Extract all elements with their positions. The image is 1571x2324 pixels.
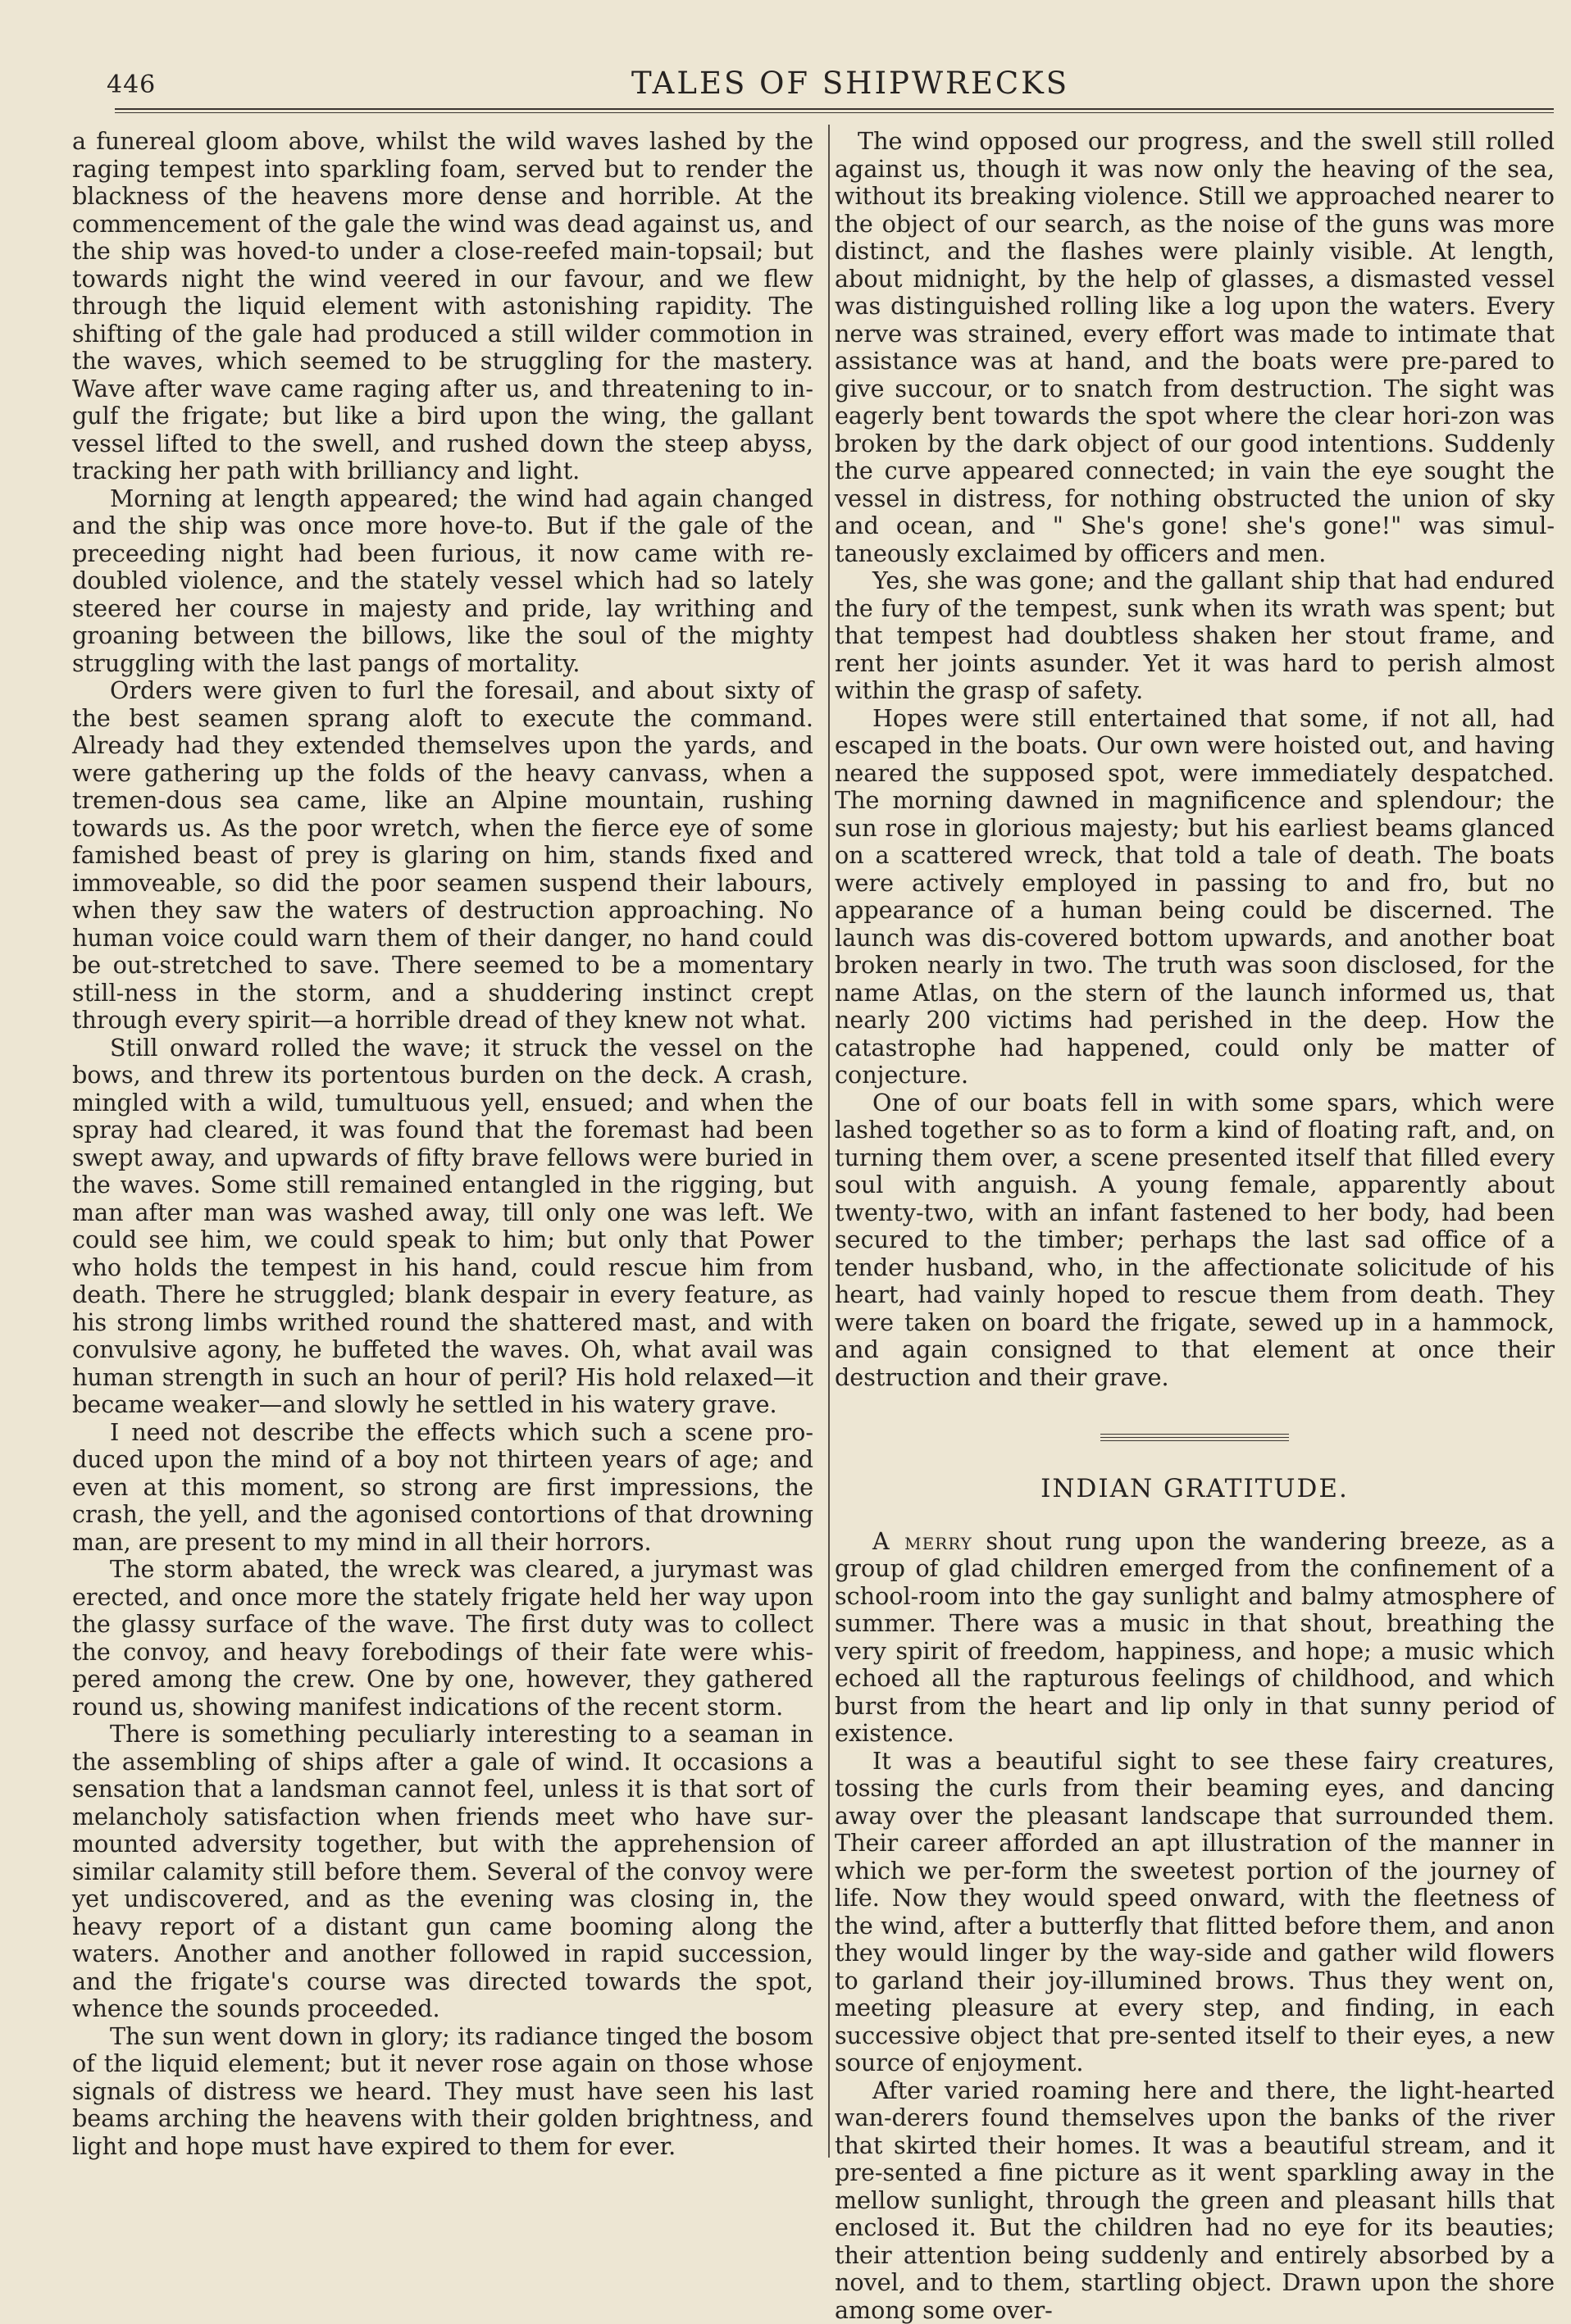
paragraph: The storm abated, the wreck was cleared, a jurymast was erected, and once more the stately frigate held her way upon the glassy surface of the wave. The first duty was to collect the convoy, and heavy forebodings of their fate were whis-pered among the crew. One by one, however, they gathered round us, showing manifest indications of the recent storm.: [72, 1556, 813, 1721]
section-heading: INDIAN GRATITUDE.: [835, 1476, 1555, 1503]
paragraph: There is something peculiarly interesting to a seaman in the assembling of ships after a gale of wind. It occasions a sensation that a landsman cannot feel, unless it is that sort of melancholy satisfaction when friends meet who have sur-mounted adversity together, but with the apprehension of similar calamity still before them. Several of the convoy were yet undiscovered, and as the evening was closing in, the heavy report of a distant gun came booming along the waters. Another and another followed in rapid succession, and the frigate's course was directed towards the spot, whence the sounds proceeded.: [72, 1721, 813, 2023]
running-head: [107, 56, 1550, 105]
paragraph-text: shout rung upon the wandering breeze, as a group of glad children emerged from the confinement of a school-room into the gay sunlight and balmy atmosphere of summer. There was a music in that shout, breathing the very spirit of freedom, happiness, and hope; a music which echoed all the rapturous feelings of childhood, and which burst from the heart and lip only in that sunny period of existence.: [835, 1527, 1555, 1748]
header-rule: [115, 108, 1554, 110]
paragraph: The sun went down in glory; its radiance tinged the bosom of the liquid element; but it never rose again on those whose signals of distress we heard. They must have seen his last beams arching the heavens with their golden brightness, and light and hope must have expired to them for ever.: [72, 2023, 813, 2161]
paragraph: Hopes were still entertained that some, if not all, had escaped in the boats. Our own were hoisted out, and having neared the supposed spot, were immediately despatched. The morning dawned in magnificence and splendour; the sun rose in glorious majesty; but his earliest beams glanced on a scattered wreck, that told a tale of death. The boats were actively employed in passing to and fro, but no appearance of a human being could be discerned. The launch was dis-covered bottom upwards, and another boat broken nearly in two. The truth was soon disclosed, for the name Atlas, on the stern of the launch informed us, that nearly 200 victims had perished in the deep. How the catastrophe had happened, could only be matter of conjecture.: [835, 705, 1555, 1089]
section-divider: [1100, 1434, 1289, 1441]
paragraph: One of our boats fell in with some spars, which were lashed together so as to form a kind of floating raft, and, on turning them over, a scene presented itself that filled every soul with anguish. A young female, apparently about twenty-two, with an infant fastened to her body, had been secured to the timber; perhaps the last sad office of a tender husband, who, in the affectionate solicitude of his heart, had vainly hoped to rescue them from death. They were taken on board the frigate, sewed up in a hammock, and again consigned to that element at once their destruction and their grave.: [835, 1089, 1555, 1392]
paragraph: Orders were given to furl the foresail, and about sixty of the best seamen sprang aloft to execute the command. Already had they extended themselves upon the yards, and were gathering up the folds of the heavy canvass, when a tremen-dous sea came, like an Alpine mountain, rushing towards us. As the poor wretch, when the fierce eye of some famished beast of prey is glaring on him, stands fixed and immoveable, so did the poor seamen suspend their labours, when they saw the waters of destruction approaching. No human voice could warn them of their danger, no hand could be out-stretched to save. There seemed to be a momentary still-ness in the storm, and a shuddering instinct crept through every spirit—a horrible dread of they knew not what.: [72, 677, 813, 1035]
paragraph: Yes, she was gone; and the gallant ship that had endured the fury of the tempest, sunk when its wrath was spent; but that tempest had doubtless shaken her stout frame, and rent her joints asunder. Yet it was hard to perish almost within the grasp of safety.: [835, 567, 1555, 705]
column-divider: [828, 125, 830, 2158]
paragraph: It was a beautiful sight to see these fairy creatures, tossing the curls from their beaming eyes, and dancing away over the pleasant landscape that surrounded them. Their career afforded an apt illustration of the manner in which we per-form the sweetest portion of the journey of life. Now they would speed onward, with the fleetness of the wind, after a butterfly that flitted before them, and anon they would linger by the way-side and gather wild flowers to garland their joy-illumined brows. Thus they went on, meeting pleasure at every step, and finding, in each successive object that pre-sented itself to their eyes, a new source of enjoyment.: [835, 1748, 1555, 2077]
header-rule-thin: [115, 112, 1554, 113]
right-column: [835, 128, 1555, 2324]
paragraph: After varied roaming here and there, the light-hearted wan-derers found themselves upon the banks of the river that skirted their homes. It was a beautiful stream, and it pre-sented a fine picture as it went sparkling away in the mellow sunlight, through the green and pleasant hills that enclosed it. But the children had no eye for its beauties; their attention being suddenly and entirely absorbed by a novel, and to them, startling object. Drawn upon the shore among some over-: [835, 2077, 1555, 2324]
paragraph: Still onward rolled the wave; it struck the vessel on the bows, and threw its portentous burden on the deck. A crash, mingled with a wild, tumultuous yell, ensued; and when the spray had cleared, it was found that the foremast had been swept away, and upwards of fifty brave fellows were buried in the waves. Some still remained entangled in the rigging, but man after man was washed away, till only one was left. We could see him, we could speak to him; but only that Power who holds the tempest in his hand, could rescue him from death. There he struggled; blank despair in every feature, as his strong limbs writhed round the shattered mast, and with convulsive agony, he buffeted the waves. Oh, what avail was human strength in such an hour of peril? His hold relaxed—it became weaker—and slowly he settled in his watery grave.: [72, 1035, 813, 1419]
paragraph: Morning at length appeared; the wind had again changed and the ship was once more hove-to. But if the gale of the preceeding night had been furious, it now came with re-doubled violence, and the stately vessel which had so lately steered her course in majesty and pride, lay writhing and groaning between the billows, like the soul of the mighty struggling with the last pangs of mortality.: [72, 485, 813, 678]
paragraph: The wind opposed our progress, and the swell still rolled against us, though it was now only the heaving of the sea, without its breaking violence. Still we approached nearer to the object of our search, as the noise of the guns was more distinct, and the flashes were plainly visible. At length, about midnight, by the help of glasses, a dismasted vessel was distinguished rolling like a log upon the waters. Every nerve was strained, every effort was made to intimate that assistance was at hand, and the boats were pre-pared to give succour, or to snatch from destruction. The sight was eagerly bent towards the spot where the clear hori-zon was broken by the dark object of our good intentions. Suddenly the curve appeared connected; in vain the eye sought the vessel in distress, for nothing obstructed the union of sky and ocean, and " She's gone! she's gone!" was simul-taneously exclaimed by officers and men.: [835, 128, 1555, 567]
running-title: TALES OF SHIPWRECKS: [631, 66, 1069, 101]
paragraph: [835, 1528, 1555, 1748]
page-number: 446: [107, 70, 156, 99]
paragraph: I need not describe the effects which such a scene pro-duced upon the mind of a boy not thirteen years of age; and even at this moment, so strong are first impressions, the crash, the yell, and the agonised contortions of that drowning man, are present to my mind in all their horrors.: [72, 1419, 813, 1557]
lead-in-words: A merry: [872, 1527, 972, 1555]
paragraph: a funereal gloom above, whilst the wild waves lashed by the raging tempest into sparkling foam, served but to render the blackness of the heavens more dense and horrible. At the commencement of the gale the wind was dead against us, and the ship was hoved-to under a close-reefed main-topsail; but towards night the wind veered in our favour, and we flew through the liquid element with astonishing rapidity. The shifting of the gale had produced a still wilder commotion in the waves, which seemed to be struggling for the mastery. Wave after wave came raging after us, and threatening to in-gulf the frigate; but like a bird upon the wing, the gallant vessel lifted to the swell, and rushed down the steep abyss, tracking her path with brilliancy and light.: [72, 128, 813, 485]
left-column: [72, 128, 813, 2160]
